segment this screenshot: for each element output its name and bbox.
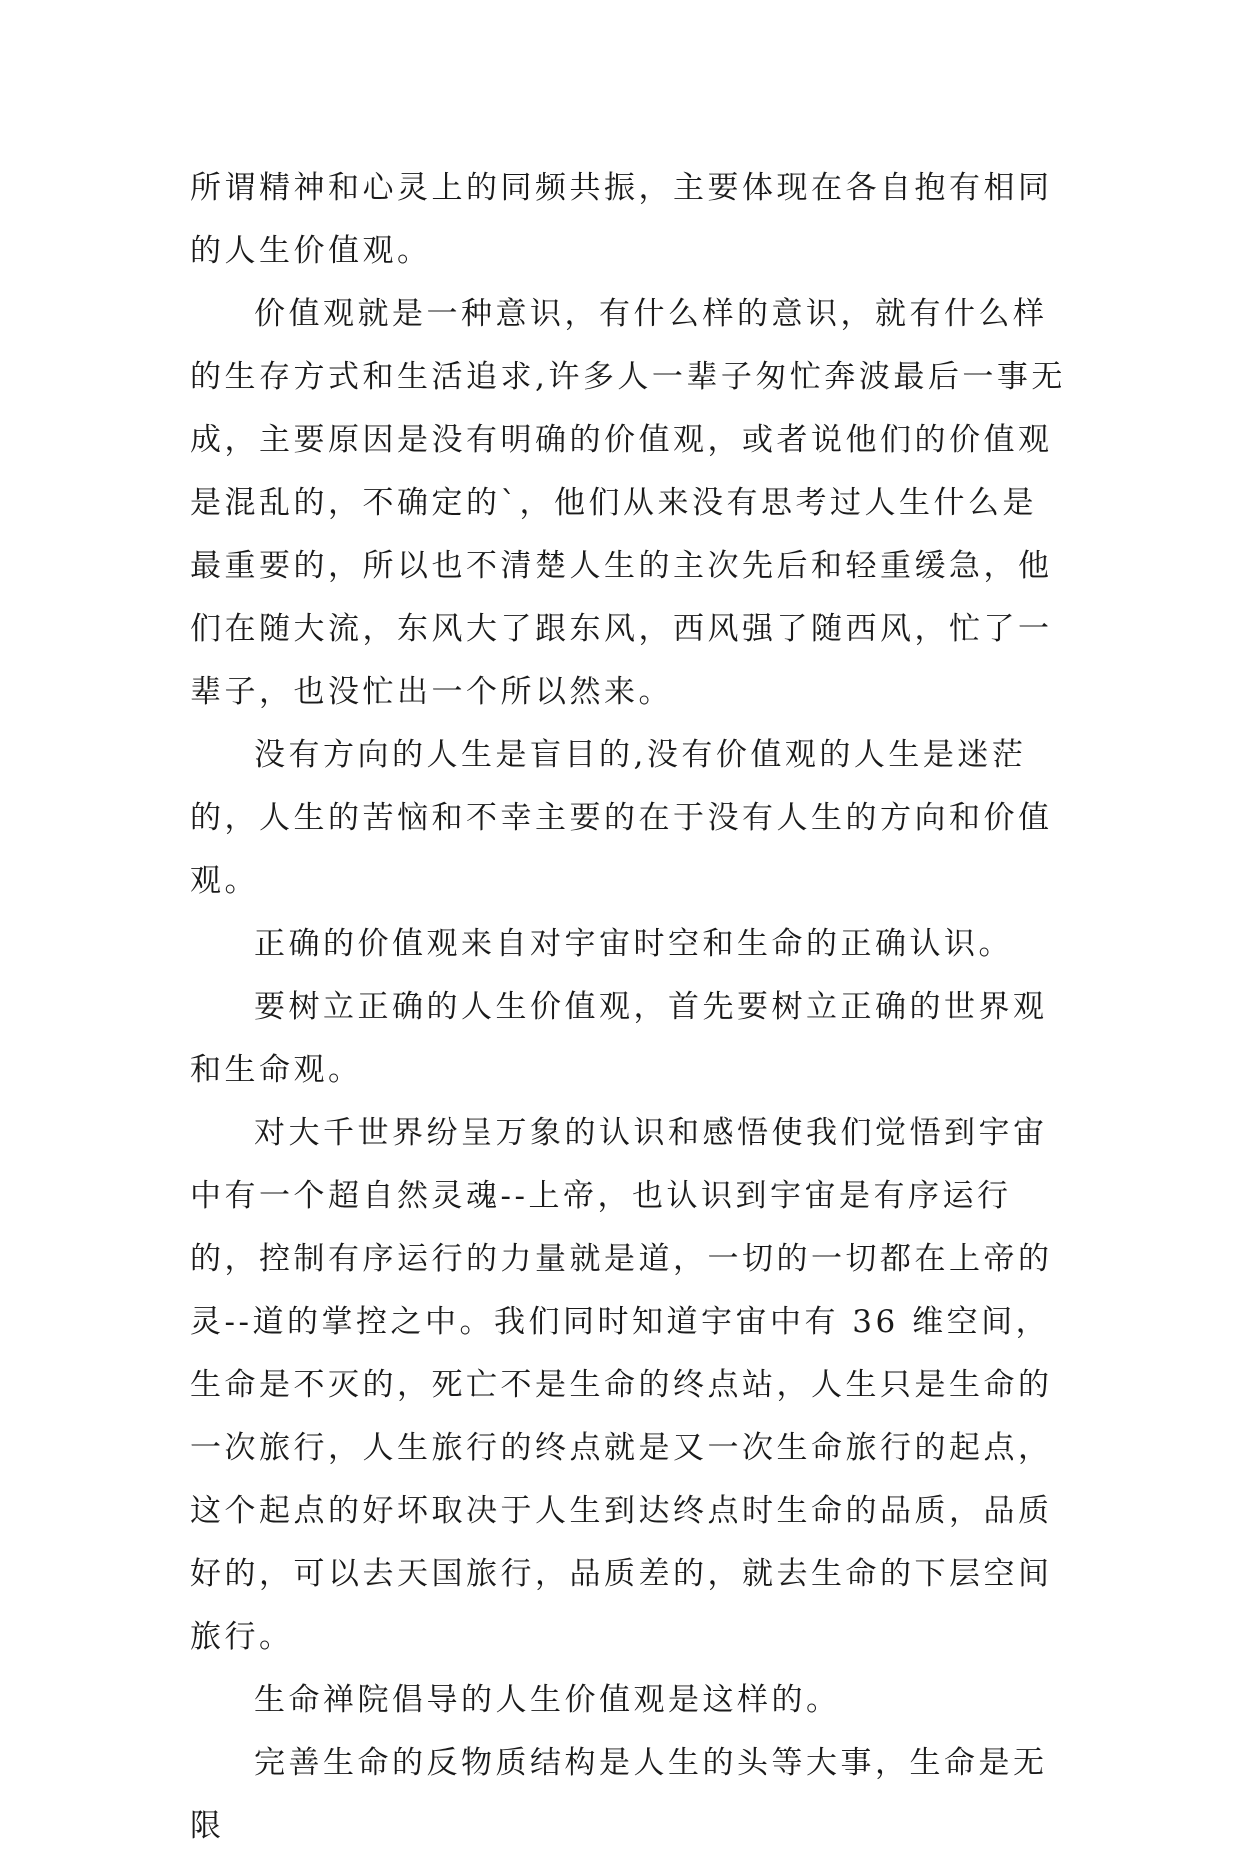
paragraph-4: 正确的价值观来自对宇宙时空和生命的正确认识。 — [254, 926, 1013, 962]
paragraph-1: 所谓精神和心灵上的同频共振，主要体现在各自抱有相同的人生价值观。 — [190, 170, 1053, 269]
paragraph-6: 对大千世界纷呈万象的认识和感悟使我们觉悟到宇宙中有一个超自然灵魂--上帝，也认识到宇宙是有序运行的，控制有序运行的力量就是道，一切的一切都在上帝的灵--道的掌控之中。我们同时知道宇宙中有 36 维空间，生命是不灭的，死亡不是生命的终点站，人生只是生命的一次旅行，人生旅行的终点就是又一次生命旅行的起点，这个起点的好坏取决于人生到达终点时生命的品质，品质好的，可以去天国旅行，品质差的，就去生命的下层空间旅行。 — [190, 1115, 1053, 1655]
paragraph-8: 完善生命的反物质结构是人生的头等大事，生命是无限 — [190, 1745, 1048, 1844]
document-body — [190, 157, 1070, 1858]
paragraph-3: 没有方向的人生是盲目的,没有价值观的人生是迷茫的，人生的苦恼和不幸主要的在于没有人生的方向和价值观。 — [190, 737, 1053, 899]
paragraph-5: 要树立正确的人生价值观，首先要树立正确的世界观和生命观。 — [190, 989, 1048, 1088]
paragraph-2: 价值观就是一种意识，有什么样的意识，就有什么样的生存方式和生活追求,许多人一辈子匆忙奔波最后一事无成，主要原因是没有明确的价值观，或者说他们的价值观是混乱的，不确定的`，他们从来没有思考过人生什么是最重要的，所以也不清楚人生的主次先后和轻重缓急，他们在随大流，东风大了跟东风，西风强了随西风，忙了一辈子，也没忙出一个所以然来。 — [190, 296, 1066, 710]
paragraph-7: 生命禅院倡导的人生价值观是这样的。 — [254, 1682, 841, 1718]
